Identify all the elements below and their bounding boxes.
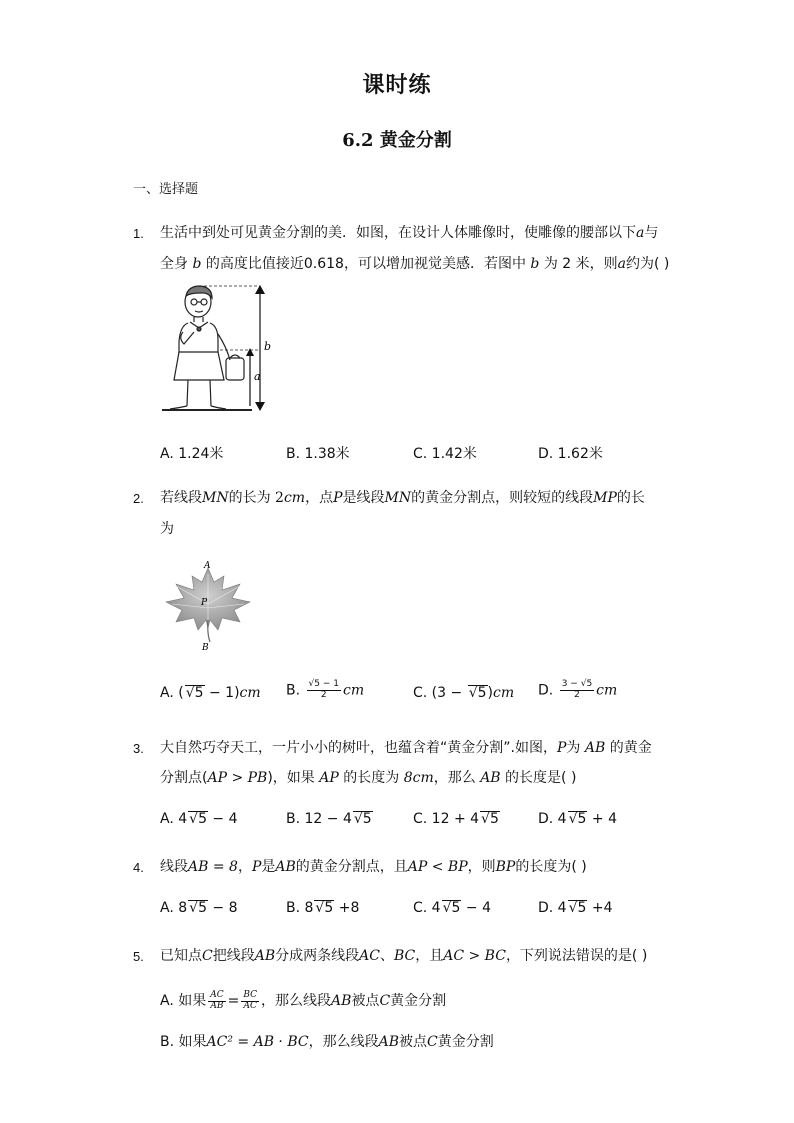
question-2-line-1: 若线段MN的长为 2cm，点P是线段MN的黄金分割点，则较短的线段MP的长 [160, 490, 645, 506]
q3-option-c[interactable]: C. 12 + 4 √5 [413, 811, 499, 827]
q1-option-b[interactable]: B. 1.38米 [286, 446, 350, 462]
q2-option-d[interactable]: D. $\frac{3 - √5}{2}$ cm [538, 679, 618, 700]
question-number: 3. [133, 741, 144, 756]
q4-option-a[interactable]: A. 8 √5 − 8 [160, 900, 238, 916]
question-3-line-1: 大自然巧夺天工，一片小小的树叶，也蕴含着“黄金分割”.如图，P为 AB 的黄金 [160, 740, 652, 756]
question-number: 1. [133, 226, 144, 241]
figure-label-a: a [254, 370, 261, 383]
figure-label-b: b [264, 340, 272, 353]
q1-option-c[interactable]: C. 1.42米 [413, 446, 477, 462]
maple-leaf-figure [160, 558, 256, 654]
question-number: 2. [133, 491, 144, 506]
q4-option-b[interactable]: B. 8 √5 +8 [286, 900, 360, 916]
q2-option-a[interactable]: A. ( √5 − 1)cm [160, 685, 261, 701]
document-subtitle: 6.2 黄金分割 [342, 130, 452, 151]
leaf-label-b: B [202, 643, 209, 653]
document-title: 课时练 [362, 72, 432, 98]
question-2-line-2: 为 [160, 521, 174, 537]
question-4-line-1: 线段AB = 8，P是AB的黄金分割点，且AP < BP，则BP的长度为( ) [160, 859, 587, 875]
q1-option-a[interactable]: A. 1.24米 [160, 446, 224, 462]
q3-option-b[interactable]: B. 12 − 4 √5 [286, 811, 372, 827]
q3-option-a[interactable]: A. 4 √5 − 4 [160, 811, 238, 827]
q4-option-c[interactable]: C. 4 √5 − 4 [413, 900, 491, 916]
question-3-line-2: 分割点(AP > PB)，如果 AP 的长度为 8cm，那么 AB 的长度是( ) [160, 770, 577, 786]
q5-option-b[interactable]: B. 如果AC² = AB · BC，那么线段AB被点C黄金分割 [160, 1034, 494, 1050]
q1-option-d[interactable]: D. 1.62米 [538, 446, 603, 462]
question-number: 5. [133, 949, 144, 964]
q2-option-c[interactable]: C. (3 − √5)cm [413, 685, 515, 701]
q3-option-d[interactable]: D. 4 √5 + 4 [538, 811, 617, 827]
question-number: 4. [133, 860, 144, 875]
question-5-line-1: 已知点C把线段AB分成两条线段AC、BC，且AC > BC，下列说法错误的是( ) [160, 948, 648, 964]
statue-figure [160, 282, 280, 414]
leaf-label-p: P [201, 598, 208, 608]
section-heading: 一、选择题 [133, 182, 199, 197]
question-1-line-1: 生活中到处可见黄金分割的美．如图，在设计人体雕像时，使雕像的腰部以下a与 [160, 225, 659, 241]
q2-option-b[interactable]: B. $\frac{√5 - 1}{2}$ cm [286, 679, 365, 700]
q5-option-a[interactable]: A. 如果 $\frac{AC}{AB}$ = $\frac{BC}{AC}$ ，那么线段AB被点C黄金分割 [160, 989, 447, 1011]
question-1-line-2: 全身 b 的高度比值接近0.618，可以增加视觉美感．若图中 b 为 2 米，则a约为( ) [160, 256, 670, 272]
q4-option-d[interactable]: D. 4 √5 +4 [538, 900, 613, 916]
leaf-label-a: A [204, 561, 211, 571]
